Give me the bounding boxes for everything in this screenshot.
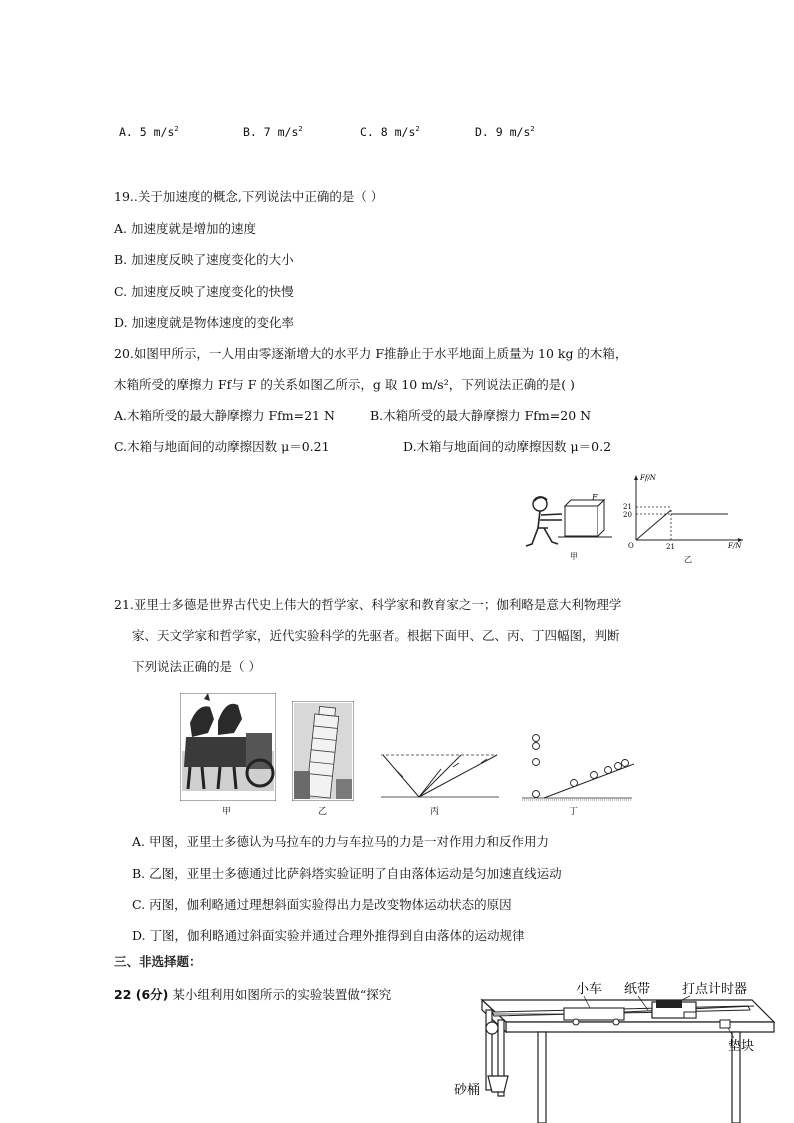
q22-number: 22 (6分) (114, 987, 169, 1002)
section-heading: 三、非选择题： (114, 954, 202, 969)
q21-figure-bing-slopes (381, 749, 501, 805)
q19-option-a: A. 加速度就是增加的速度 (114, 221, 256, 236)
q20-option-c: C.木箱与地面间的动摩擦因数 μ＝0.21 (114, 439, 330, 454)
q20-option-a: A.木箱所受的最大静摩擦力 Ffm=21 N (114, 408, 335, 423)
q18-option-d: D. 9 $m/s^2$ (475, 125, 535, 139)
q22-label-tape: 纸带 (624, 982, 651, 997)
q22-label-car: 小车 (576, 982, 603, 997)
q20-x-axis-label: F/N (728, 542, 742, 550)
q22-label-timer: 打点计时器 (682, 982, 748, 997)
q20-option-d: D.木箱与地面间的动摩擦因数 μ＝0.2 (403, 439, 612, 454)
q19-option-d: D. 加速度就是物体速度的变化率 (114, 315, 295, 330)
q20-stem-line1: 20.如图甲所示，一人用由零逐渐增大的水平力 F推静止于水平地面上质量为 10 kg 的木箱， (114, 346, 628, 361)
q21-option-a: A. 甲图，亚里士多德认为马拉车的力与车拉马的力是一对作用力和反作用力 (132, 834, 549, 849)
q22-apparatus-figure (452, 976, 778, 1123)
q19-option-b: B. 加速度反映了速度变化的大小 (114, 252, 294, 267)
q21-figure-yi-tower (292, 701, 354, 801)
q18-option-a: A. 5 $m/s^2$ (119, 125, 179, 139)
q21-caption-yi: 乙 (318, 807, 328, 817)
q20-tick-21: 21 (623, 503, 632, 511)
q21-option-c: C. 丙图，伽利略通过理想斜面实验得出力是改变物体运动状态的原因 (132, 897, 512, 912)
q20-caption-jia: 甲 (570, 552, 578, 561)
q20-tick-20: 20 (623, 511, 632, 519)
q21-stem-line2: 家、天文学家和哲学家，近代实验科学的先驱者。根据下面甲、乙、丙、丁四幅图，判断 (132, 628, 620, 643)
q20-y-axis-label: Ff/N (640, 474, 656, 482)
q21-option-d: D. 丁图，伽利略通过斜面实验并通过合理外推得到自由落体的运动规律 (132, 928, 525, 943)
q18-option-b: B. 7 $m/s^2$ (243, 125, 303, 139)
q19-stem: 19..关于加速度的概念,下列说法中正确的是（ ） (114, 189, 384, 204)
q22-label-pad: 垫块 (728, 1039, 755, 1054)
q21-figure-jia-horses (180, 693, 276, 801)
q21-caption-bing: 丙 (430, 807, 440, 817)
q22-stem-text: 某小组利用如图所示的实验装置做“探究 (168, 987, 392, 1002)
q18-option-c: C. 8 $m/s^2$ (360, 125, 420, 139)
q22-stem (114, 987, 391, 1003)
q20-force-label: F (592, 493, 598, 502)
q20-option-b: B.木箱所受的最大静摩擦力 Ffm=20 N (370, 408, 592, 423)
q22-label-bucket: 砂桶 (454, 1083, 481, 1098)
q20-figure-jia (522, 492, 614, 564)
q20-tick-x21: 21 (666, 543, 675, 551)
q19-option-c: C. 加速度反映了速度变化的快慢 (114, 284, 294, 299)
q21-caption-jia: 甲 (222, 807, 232, 817)
q21-figure-ding-balls (522, 730, 634, 802)
q21-stem-line1: 21.亚里士多德是世界古代史上伟大的哲学家、科学家和教育家之一；伽利略是意大利物理学 (114, 597, 622, 612)
q20-origin-label: O (628, 542, 634, 550)
q21-option-b: B. 乙图，亚里士多德通过比萨斜塔实验证明了自由落体运动是匀加速直线运动 (132, 866, 562, 881)
q21-caption-ding: 丁 (569, 807, 579, 817)
q21-stem-line3: 下列说法正确的是（ ） (132, 659, 261, 674)
q20-figure-yi (618, 470, 748, 565)
q20-caption-yi: 乙 (684, 555, 692, 564)
q20-stem-line2: 木箱所受的摩擦力 Ff与 F 的关系如图乙所示，g 取 10 m/s²，下列说法正确的是( ) (114, 377, 575, 392)
